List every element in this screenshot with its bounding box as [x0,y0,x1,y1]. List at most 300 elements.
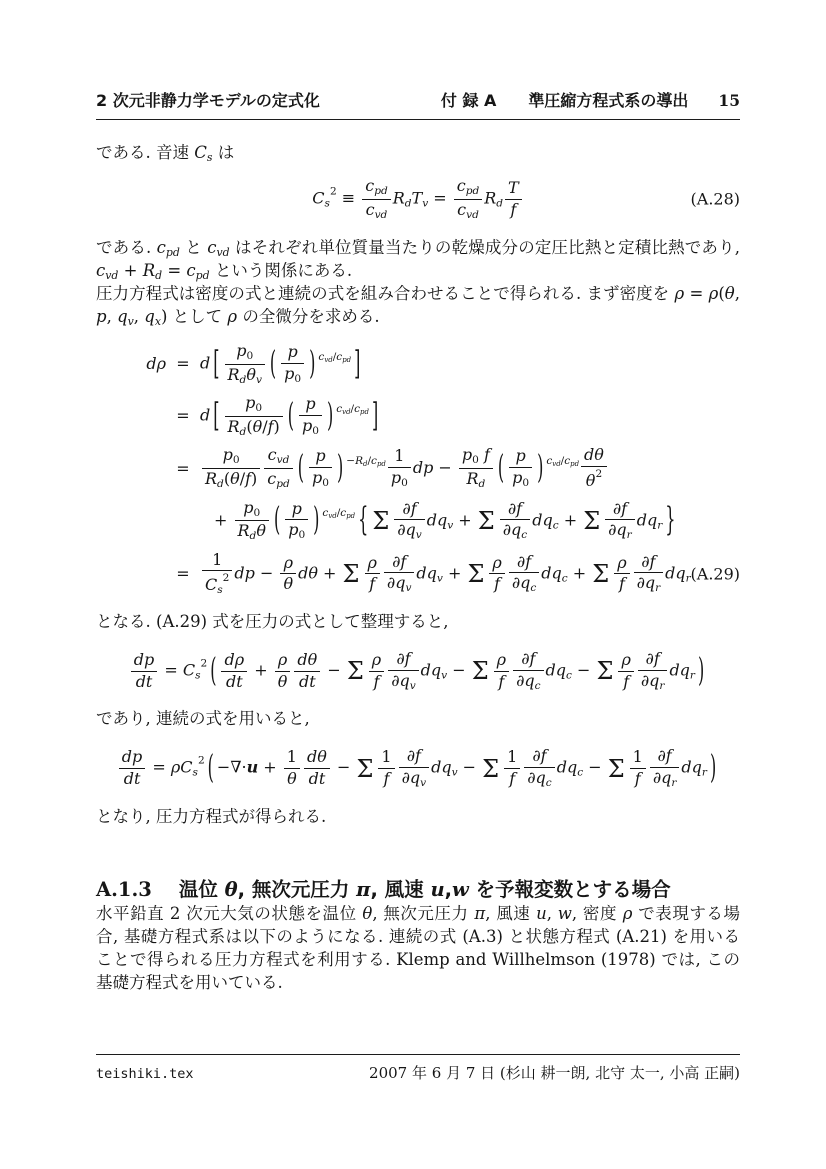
math-num [388,650,418,670]
math-it: ∂f [532,746,547,766]
math-den [494,671,509,692]
math-it: q [117,307,128,327]
equation-lhs [96,354,166,373]
math-frac [131,651,157,692]
math-it: R [484,188,497,208]
math-num [304,748,330,768]
math-it: ∂f [612,498,628,518]
math-it: p [287,341,298,361]
math-sup: cvd/cpd [336,402,369,416]
math-sub: 0 [253,506,261,519]
math-den [304,768,330,789]
equation-a29-row-4 [96,499,740,543]
math-it: ρ [227,307,238,327]
math-sup: cvd/cpd [546,454,580,468]
math-sub [128,315,134,328]
math-it: R [227,416,240,436]
math-frac [634,553,664,595]
math-it: w [557,903,572,923]
equation-pressure-2-math: $\frac{dp}{dt}$ = ρCs$^2$ ( −∇·u + $\frac{1}{\theta}$ $\frac{d\theta}{dt}$ − Σ $\frac{1}{f}$ $\frac{\partial f}{\partial qv}$ dqv − Σ $\frac{1}{f}$ $\frac{\partial f}{\partial qc}$ dqc − Σ $\frac{1}{f}$ $\frac{\partial f}{\partial qr}$ dqr ) [117,747,719,789]
equation-relation: = [176,406,190,426]
equation-rhs: $\frac{1}{Cs^2}$ dp − $\frac{\rho}{\theta}$ dθ + Σ $\frac{\rho}{f}$ $\frac{\partial f}{\partial qv}$ dqv + Σ $\frac{\rho}{f}$ $\frac{\partial f}{\partial qc}$ dqc + Σ $\frac{\rho}{f}$ $\frac{\partial f}{\partial qr}$ dqr [200,551,691,597]
equation-rhs [200,394,381,438]
math-it: pd [195,269,210,283]
math-it: ∂q [516,670,535,690]
math-it: and [455,949,487,969]
math-it: θ [277,671,288,691]
math-sub [479,478,486,490]
math-it: ρ [367,552,377,572]
footer-date-authors: 2007 年 6 月 7 日 (杉山 耕一朗, 北守 太一, 小高 正嗣) [369,1064,740,1082]
math-it: p [312,468,323,488]
math-it: q [144,307,155,327]
math-it: dq [669,660,690,680]
math-it: r [685,572,691,585]
math-sub [328,512,336,520]
footer-filename: teishiki.tex [96,1066,194,1082]
math-it: ρ [622,903,633,923]
math-it: vd [276,454,290,467]
math-it: v [420,777,427,790]
math-it: u [430,877,445,901]
math-num [119,748,145,768]
math-it: ρ [492,552,502,572]
math-frac [509,447,532,489]
math-frac [235,499,269,543]
equation-a28 [96,177,740,221]
math-it: c [322,507,329,520]
math-frac [362,177,390,221]
math-den [505,199,522,220]
math-frac [275,651,291,692]
math-it: dq [431,757,452,777]
math-it: T [411,188,423,208]
math-it: s [217,584,223,597]
math-sub [690,670,695,682]
math-sub: 0 [522,476,530,489]
math-it: p [291,498,302,518]
math-it: p [243,497,254,517]
math-sum: Σ [467,560,485,589]
math-it: c [207,238,217,258]
math-sum: Σ [346,657,364,686]
math-sub [105,269,118,282]
math-den [264,468,292,491]
math-it: pd [360,407,369,416]
math-it: ρ [283,552,293,572]
math-it: p [390,468,402,488]
math-sub [422,197,428,209]
math-frac [309,447,332,489]
math-num [454,177,482,199]
math-num [362,177,390,199]
math-it: pd [374,184,388,197]
math-it: ∂q [391,670,410,690]
math-num [650,747,680,767]
math-it: A [622,926,635,946]
math-it: ∂q [527,768,546,788]
math-sum: Σ [583,507,601,535]
math-rm: A.29 [162,611,201,631]
math-it: dt [135,671,153,691]
math-it: d [363,459,368,468]
math-sub [277,454,290,466]
math-frac [280,554,296,595]
math-frac [504,748,520,789]
math-bf [247,758,259,777]
math-it: c [156,238,166,258]
math-it: ∂q [511,573,531,593]
math-num [264,446,292,468]
math-it: u [246,757,259,777]
math-big: ( [207,747,214,787]
math-it: c [521,529,528,542]
math-den [280,573,296,594]
math-sum: Σ [482,754,500,783]
math-frac [294,651,320,692]
equation-relation: = [176,354,190,374]
math-it: R [227,364,240,384]
math-sup: −Rd/cpd [346,454,386,468]
equation-rhs: $\frac{p0}{Rd(\theta/f)}$ $\frac{\text{cvd}}{\text{cpd}}$ ( $\frac{p}{p0}$ ) $^{-Rd/cpd}$ $\frac{1}{p0}$ dp − $\frac{p0 f}{Rd}$ ( $\frac{p}{p0}$ ) $^{cvd/cpd}$ $\frac{d\theta}{\theta^2}$ [200,446,609,491]
math-num [285,500,308,520]
paragraph-result: となり, 圧力方程式が得られる. [96,806,327,826]
math-it: ρ [617,552,627,572]
math-sub: 0 [232,454,240,467]
math-it: θ [252,416,263,436]
header-chapter-title: 2 次元非静力学モデルの定式化 [96,91,320,110]
math-it: s [195,669,201,682]
running-header [96,88,740,120]
math-num [399,747,429,767]
math-it: p [302,415,313,435]
math-sub [447,519,453,531]
math-frac [489,554,504,595]
math-frac [605,500,635,542]
math-it: c [318,350,325,363]
math-it: f [494,574,501,594]
math-frac [650,747,680,789]
math-it: ∂f [516,551,532,571]
math-sub [496,197,503,209]
math-it: p [515,446,526,466]
math-it: d [155,269,163,283]
math-it: c [336,402,343,415]
math-sup: 2 [200,657,208,670]
math-it: c [456,176,466,195]
math-it: p [245,393,256,413]
math-it: θ [585,470,596,490]
math-den [365,573,380,594]
math-den [221,671,247,692]
math-num: 1 [507,747,518,767]
math-sub [196,269,210,282]
math-sum: Σ [607,754,625,783]
math-sub [276,478,290,490]
math-sum: Σ [342,560,360,589]
math-it: u [536,903,547,923]
math-it: dp [133,649,155,669]
math-sub [374,185,388,197]
math-it: r [671,777,677,790]
math-it: ∂q [608,520,627,540]
math-num: 1 [381,747,392,767]
math-it: v [415,529,422,542]
math-frac [394,500,424,542]
math-sub: 0 [298,529,306,542]
math-it: s [192,766,198,779]
math-it: C [194,143,207,162]
math-sub [324,356,332,364]
math-rm [396,950,595,969]
math-big: ) [709,747,717,787]
math-frac [513,650,543,692]
math-sub: 0 [255,402,263,415]
math-den [388,670,418,693]
math-it: dt [308,768,326,788]
math-den [202,570,232,596]
math-sup: 2 [595,467,603,480]
math-it: c [566,669,572,682]
math-it: dθ [297,649,318,669]
math-den [119,768,145,789]
math-big: ( [297,447,304,486]
math-it: C [205,575,218,595]
math-it: ρ [621,649,631,669]
math-den: Rd(θ/f) [225,416,283,439]
math-sub [702,767,707,779]
math-frac [500,500,530,542]
math-big: ) [697,649,705,689]
math-sub [363,460,367,468]
math-it: vd [105,269,119,283]
equation-a29-row-2 [96,394,740,438]
math-it: c [186,261,196,281]
math-sum: Σ [477,507,495,535]
math-sub [521,529,527,541]
math-it: ρ [708,284,719,304]
math-num [299,395,322,415]
math-it: c [457,199,467,219]
math-it: d [496,197,504,210]
math-sub [562,572,568,584]
math-num: 1 [212,549,223,569]
math-rm: A.3 [468,926,497,946]
math-it: ∂q [386,573,406,593]
math-num [638,650,668,670]
math-it: c [546,454,553,467]
math-frac [369,651,384,692]
math-it: pd [165,246,180,260]
math-den [275,671,291,692]
math-it: ∂f [521,648,536,668]
math-den: Rd(θ/f) [202,468,260,491]
math-sub [193,767,198,779]
paragraph-sound-speed-intro: である. 音速 Cs は [96,143,235,165]
math-it: dq [532,510,553,530]
math-it: θ [724,284,735,304]
math-it: dq [665,563,686,583]
math-den [388,467,411,490]
math-sub: 0 [472,454,479,467]
math-sub [627,529,632,541]
math-sub [240,426,247,438]
math-it: R [237,521,250,541]
math-sub [342,356,351,364]
math-sub [441,670,447,682]
math-it: p [512,468,523,488]
math-it: dθ [298,563,318,583]
math-sub [566,670,572,682]
math-sub [325,197,330,209]
math-it: C [182,660,196,680]
math-num [634,553,664,573]
math-num: 1 [632,747,643,767]
math-it: f [618,574,625,594]
math-it: π [356,877,371,901]
math-it: dq [416,563,437,583]
math-den [369,671,384,692]
math-it: ∂f [507,498,523,518]
math-sub [466,185,480,197]
math-sub [420,777,426,789]
math-den [378,768,394,789]
math-frac [388,650,418,692]
math-it: v [451,766,458,779]
math-sub [553,519,559,531]
math-sub [155,269,162,282]
math-sum: Σ [356,754,374,783]
math-it: v [127,315,134,329]
math-it: r [659,679,665,692]
math-den [618,671,633,692]
math-num [384,553,414,573]
math-it: c [365,176,375,195]
math-den [504,768,520,789]
math-it: d [478,477,486,490]
math-it: π [474,903,486,923]
math-it: vd [374,208,388,221]
equation-pressure-2 [96,747,740,789]
math-it: pd [570,459,580,468]
equation-a29-row-5 [96,551,740,597]
math-it: ρ [277,649,288,669]
math-it: dq [681,757,702,777]
math-frac [384,553,414,595]
math-it: f [623,671,630,691]
math-den [605,519,635,542]
equation-pressure-1 [96,650,740,692]
math-big: ] [354,342,361,382]
math-it: T [508,177,519,197]
math-den [489,573,504,594]
math-it: v [255,373,262,386]
math-den [362,199,390,222]
math-frac [378,748,394,789]
equation-a29-row-1 [96,342,740,386]
math-sub [155,315,161,328]
math-it: Willhelmson [492,949,596,969]
math-num [509,447,532,467]
page-number: 15 [718,91,740,110]
math-num [275,651,291,671]
math-it: r [689,669,695,682]
math-sub: 0 [294,372,302,385]
math-it: ∂f [402,498,417,518]
math-sub [207,151,213,164]
math-den [399,767,429,790]
math-sub [360,408,369,416]
math-big: } [665,499,676,539]
math-rm: A.21 [622,926,661,946]
math-it: ∂q [397,520,416,540]
math-big: ) [537,447,544,486]
math-sub [342,408,350,416]
equation-a29-label: (A.29) [690,564,740,584]
math-frac [454,177,482,221]
math-sub [535,680,541,692]
math-big: ( [273,499,281,539]
math-it: v [405,582,412,595]
math-num [280,554,296,574]
math-big: ( [287,394,295,434]
math-it: d [239,425,247,438]
equation-relation: = [176,564,190,584]
math-sub [577,767,583,779]
math-frac [202,551,232,597]
math-big: ] [371,394,379,434]
math-frac [304,748,330,789]
math-num [524,747,554,767]
math-big: ) [336,447,344,486]
math-it: p [222,445,233,465]
math-it: d [200,353,211,373]
math-den [285,519,308,542]
math-den [509,572,539,595]
math-it: c [365,199,375,219]
math-num [618,651,633,671]
math-num [505,179,522,199]
math-den [284,768,300,789]
math-it: c [267,468,277,488]
math-den [513,670,543,693]
math-it: dt [298,671,316,691]
math-it: f [369,574,376,594]
math-it: ∂f [406,746,421,766]
math-sub [655,582,660,594]
section-heading-a13 [96,877,740,902]
math-num [235,499,269,521]
math-frac [225,394,283,438]
math-it: v [436,572,443,585]
math-it: ∂q [401,768,421,788]
math-den [394,519,424,542]
math-it: vd [216,246,230,260]
math-sub [657,519,662,531]
equation-a28-label: (A.28) [690,189,740,209]
math-it: θ [283,574,294,594]
math-it: R [205,468,218,488]
equation-a29-row-3 [96,446,740,491]
math-sub [217,584,222,596]
math-it: ρC [170,757,193,777]
math-it: c [267,445,277,465]
math-num [494,651,509,671]
math-frac [225,342,265,386]
paragraph-rearrange: となる. (A.29) 式を圧力の式として整理すると, [96,611,449,631]
math-it: c [340,507,347,520]
math-big: ( [497,447,505,486]
